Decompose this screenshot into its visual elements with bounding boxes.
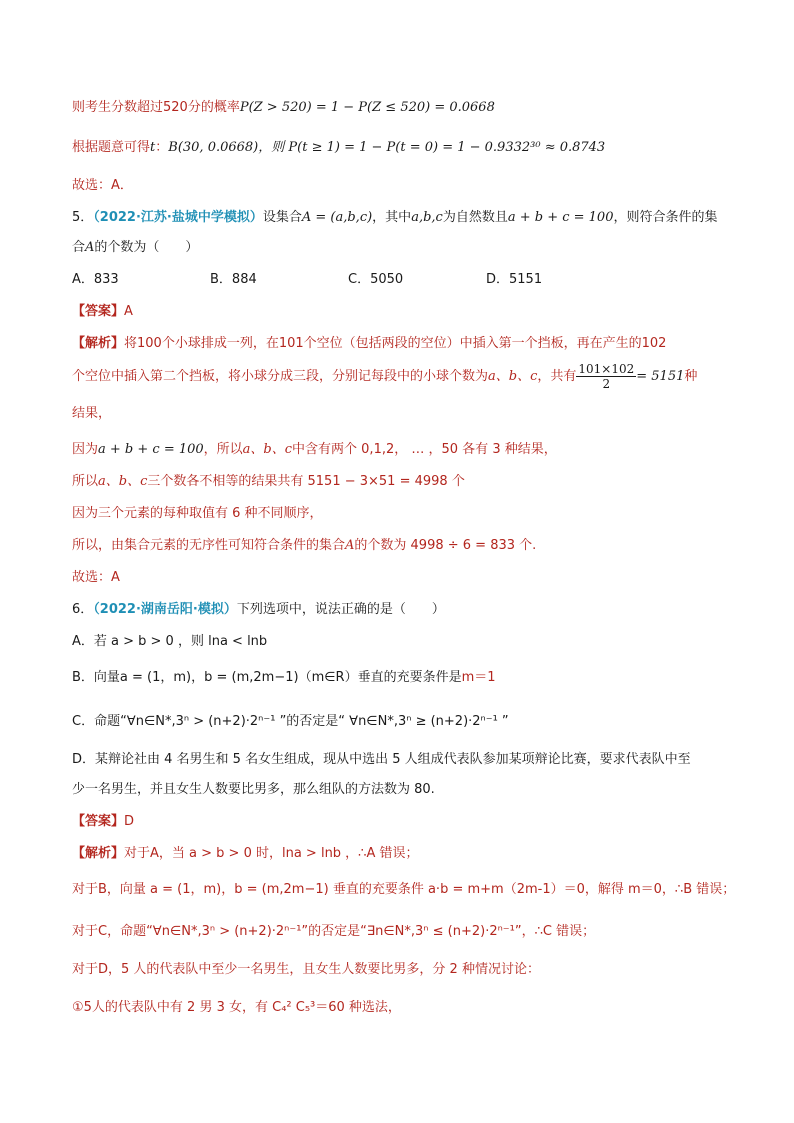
q6-analysis-line1: 【解析】对于A，当 a > b > 0 时，lna > lnb ，∴A 错误； bbox=[72, 846, 419, 861]
q5-analysis-line3: 结果， bbox=[72, 406, 112, 421]
line-binomial: 根据题意可得t：B(30, 0.0668)，则 P(t ≥ 1) = 1 − P(t = 0) = 1 − 0.9332³⁰ ≈ 0.8743 bbox=[72, 140, 606, 155]
q5-option-a: A．833 bbox=[72, 272, 119, 287]
q5-analysis-line2: 个空位中插入第二个挡板，将小球分成三段，分别记每段中的小球个数为a、b、c，共有 $\frac{101\times 102}{2}$ = 5151种 bbox=[72, 362, 698, 391]
q6-option-b: B．向量a = (1，m)，b = (m,2m−1)（m∈R）垂直的充要条件是m＝1 bbox=[72, 670, 496, 685]
q5-source: （2022·江苏·盐城中学模拟） bbox=[93, 210, 263, 225]
q6-option-d-line2: 少一名男生，并且女生人数要比男多，那么组队的方法数为 80. bbox=[72, 782, 435, 797]
q6-analysis-line4: 对于D，5 人的代表队中至少一名男生，且女生人数要比男多，分 2 种情况讨论： bbox=[72, 962, 540, 977]
q6-analysis-line3: 对于C，命题“∀n∈N*,3ⁿ > (n+2)·2ⁿ⁻¹”的否定是“∃n∈N*,3ⁿ ≤ (n+2)·2ⁿ⁻¹”，∴C 错误； bbox=[72, 924, 596, 939]
q5-analysis-line5: 所以a、b、c三个数各不相等的结果共有 5151 − 3×51 = 4998 个 bbox=[72, 474, 465, 489]
q5-option-c: C．5050 bbox=[348, 272, 404, 287]
fraction: $\frac{101\times 102}{2}$ bbox=[578, 362, 635, 391]
q6-analysis-line5: ①5人的代表队中有 2 男 3 女，有 C₄² C₅³＝60 种选法， bbox=[72, 1000, 401, 1015]
q5-stem-line2: 合A的个数为（ ） bbox=[72, 240, 199, 255]
q6-option-c: C．命题“∀n∈N*,3ⁿ > (n+2)·2ⁿ⁻¹ ”的否定是“ ∀n∈N*,3ⁿ ≥ (n+2)·2ⁿ⁻¹ ” bbox=[72, 714, 509, 729]
q6-source: （2022·湖南岳阳·模拟） bbox=[93, 602, 237, 617]
line-choose-a: 故选：A． bbox=[72, 178, 133, 193]
q5-analysis-line1: 【解析】将100个小球排成一列，在101个空位（包括两段的空位）中插入第一个挡板，再在产生的102 bbox=[72, 336, 667, 351]
q5-end: 故选：A bbox=[72, 570, 120, 585]
q5-analysis-line4: 因为a + b + c = 100，所以a、b、c中含有两个 0,1,2， … ，50 各有 3 种结果， bbox=[72, 442, 557, 457]
q6-option-a: A．若 a > b > 0 ，则 lna < lnb bbox=[72, 634, 268, 649]
q5-option-b: B．884 bbox=[210, 272, 257, 287]
q6-stem: 6．（2022·湖南岳阳·模拟）下列选项中，说法正确的是（ ） bbox=[72, 602, 445, 617]
q5-option-d: D．5151 bbox=[486, 272, 543, 287]
q6-option-d-line1: D．某辩论社由 4 名男生和 5 名女生组成，现从中选出 5 人组成代表队参加某项辩论比赛，要求代表队中至 bbox=[72, 752, 691, 767]
q5-stem-line1: 5．（2022·江苏·盐城中学模拟）设集合A = (a,b,c)，其中a,b,c为自然数且a + b + c = 100，则符合条件的集 bbox=[72, 210, 718, 225]
q6-answer: 【答案】D bbox=[72, 814, 135, 829]
q5-answer: 【答案】A bbox=[72, 304, 133, 319]
q6-analysis-line2: 对于B，向量 a = (1，m)，b = (m,2m−1) 垂直的充要条件 a·b = m+m（2m-1）＝0，解得 m＝0，∴B 错误； bbox=[72, 882, 736, 897]
q5-analysis-line7: 所以，由集合元素的无序性可知符合条件的集合A的个数为 4998 ÷ 6 = 833 个. bbox=[72, 538, 537, 553]
q5-analysis-line6: 因为三个元素的每种取值有 6 种不同顺序， bbox=[72, 506, 323, 521]
line-probability: 则考生分数超过520分的概率P(Z > 520) = 1 − P(Z ≤ 520) = 0.0668 bbox=[72, 100, 495, 115]
